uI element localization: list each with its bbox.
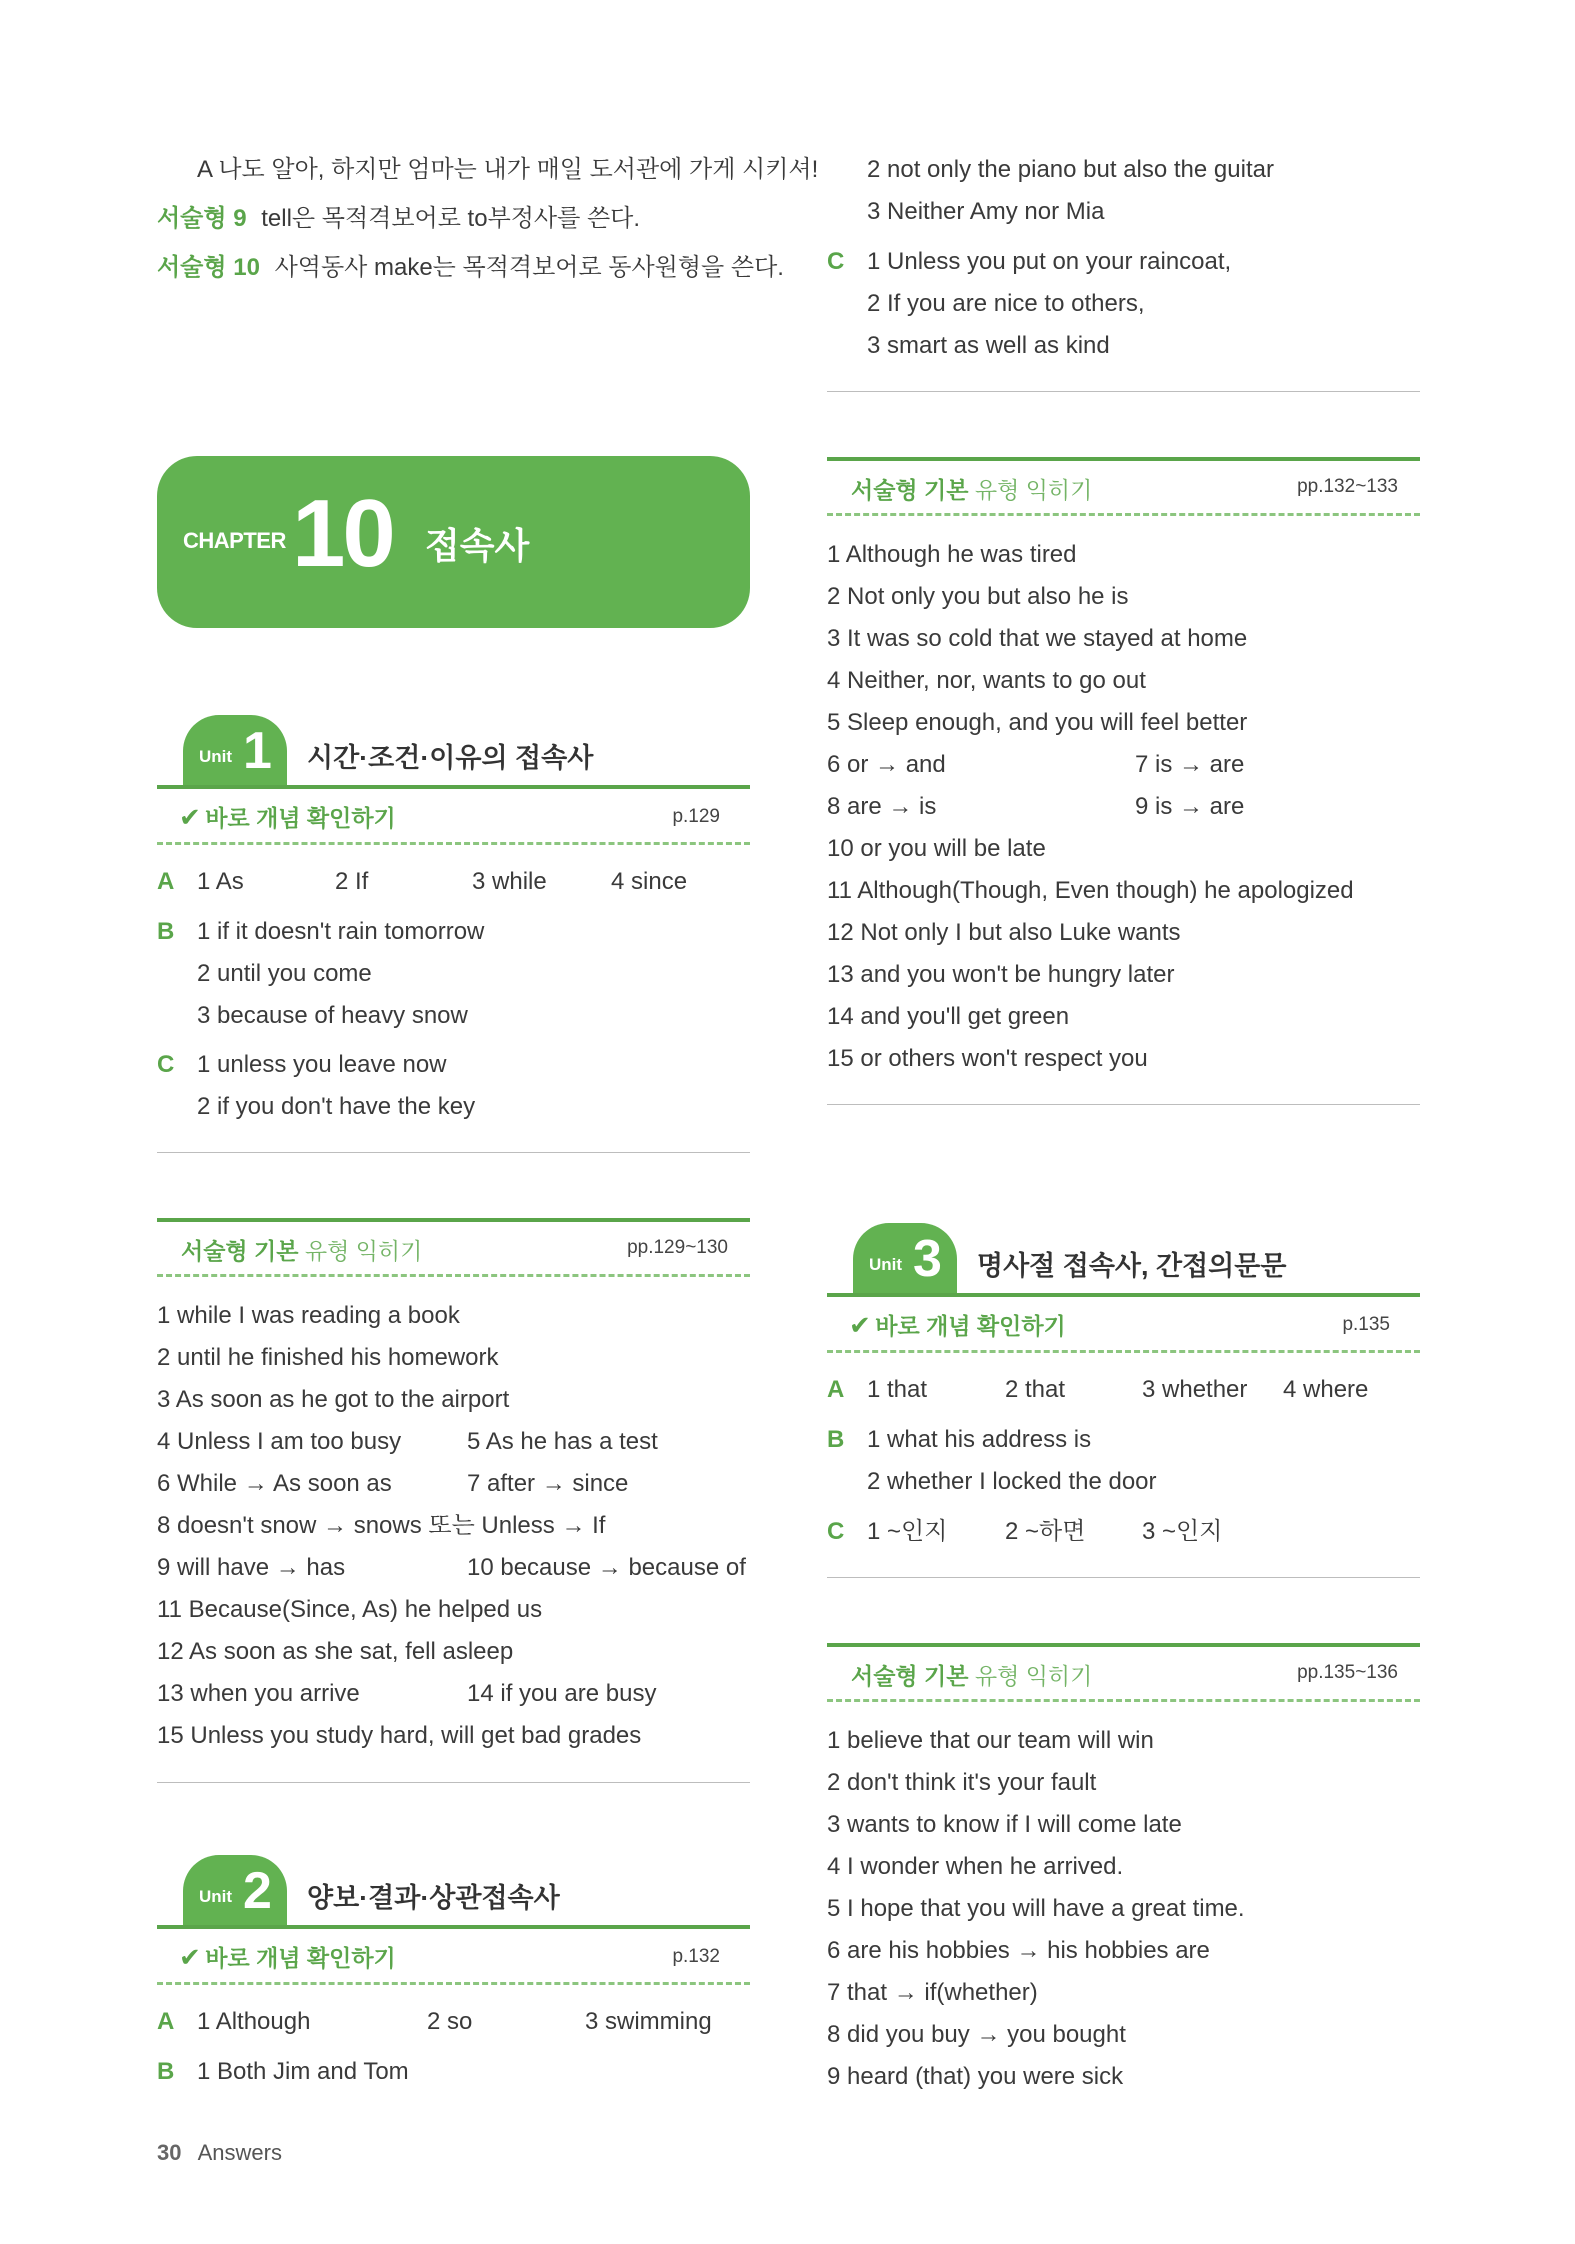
dashed-divider (827, 1699, 1420, 1702)
answer-item: 7 is → are (1135, 751, 1245, 778)
unit-number: 1 (243, 722, 272, 780)
unit-word: Unit (199, 1887, 233, 1906)
answer-item: 3 whether (1142, 1376, 1248, 1403)
answer-item: 2 until you come (197, 960, 372, 987)
answer-item: 3 As soon as he got to the airport (157, 1386, 510, 1413)
answer-item: 1 if it doesn't rain tomorrow (197, 918, 485, 945)
page-ref: pp.135~136 (1297, 1662, 1398, 1683)
check-icon: ✔ (179, 802, 201, 832)
divider (827, 1643, 1420, 1647)
check-icon: ✔ (179, 1942, 201, 1972)
answer-item: 12 Not only I but also Luke wants (827, 919, 1181, 946)
answer-item: 10 because → because of (467, 1554, 746, 1581)
answer-item: 3 ~인지 (1142, 1518, 1223, 1545)
answer-item: 1 As (197, 868, 244, 895)
concept-check-heading (179, 1940, 396, 1973)
answer-item: 4 where (1283, 1376, 1369, 1403)
answer-item: 14 if you are busy (467, 1680, 657, 1707)
answer-item: 2 until he finished his homework (157, 1344, 499, 1371)
page-ref: pp.132~133 (1297, 476, 1398, 497)
answer-item: 3 while (472, 868, 547, 895)
answer-item: 1 Both Jim and Tom (197, 2058, 409, 2085)
answer-label-a: A (157, 868, 175, 895)
answer-item: 13 when you arrive (157, 1680, 360, 1707)
answer-item: 1 that (867, 1376, 928, 1403)
unit-badge (853, 1223, 957, 1295)
answer-label-c: C (827, 1518, 845, 1545)
answer-item: 2 If you are nice to others, (867, 290, 1145, 317)
divider (827, 391, 1420, 392)
answer-item: 7 that → if(whether) (827, 1979, 1038, 2006)
answer-item: 3 smart as well as kind (867, 332, 1110, 359)
answer-label-b: B (157, 918, 175, 945)
answer-item: 3 It was so cold that we stayed at home (827, 625, 1248, 652)
answer-item: 11 Although(Though, Even though) he apologized (827, 877, 1354, 904)
answer-label-a: A (827, 1376, 845, 1403)
answer-label-c: C (157, 1051, 175, 1078)
text-line (157, 203, 640, 235)
label: 서술형 9 (157, 205, 247, 232)
answer-item: 6 or → and (827, 751, 946, 778)
answer-item: 1 Although (197, 2008, 311, 2035)
page-number: 30 (157, 2140, 182, 2165)
answer-label-b: B (827, 1426, 845, 1453)
section-title-main: 서술형 기본 (851, 1663, 969, 1689)
answer-label-c: C (827, 248, 845, 275)
text: tell은 목적격보어로 to부정사를 쓴다. (261, 205, 641, 232)
answer-label-b: B (157, 2058, 175, 2085)
answer-item: 12 As soon as she sat, fell asleep (157, 1638, 514, 1665)
unit-word: Unit (199, 747, 233, 766)
divider (827, 1104, 1420, 1105)
section-title-sub: 유형 익히기 (968, 477, 1093, 503)
section-title-sub: 유형 익히기 (968, 1663, 1093, 1689)
unit-number: 2 (243, 1862, 272, 1920)
answer-item: 8 doesn't snow → snows 또는 Unless → If (157, 1512, 606, 1539)
answer-item: 2 If (335, 868, 369, 895)
divider (157, 1152, 750, 1153)
answer-item: 9 will have → has (157, 1554, 346, 1581)
answer-item: 2 that (1005, 1376, 1066, 1403)
answer-item: 5 Sleep enough, and you will feel better (827, 709, 1248, 736)
concept-check-heading (179, 800, 396, 833)
answer-label-a: A (157, 2008, 175, 2035)
answer-item: 1 unless you leave now (197, 1051, 447, 1078)
answer-item: 4 Neither, nor, wants to go out (827, 667, 1146, 694)
dashed-divider (157, 1982, 750, 1985)
check-icon: ✔ (849, 1310, 871, 1340)
answer-item: 3 because of heavy snow (197, 1002, 468, 1029)
answer-item: 2 not only the piano but also the guitar (867, 156, 1274, 183)
answer-item: 11 Because(Since, As) he helped us (157, 1596, 543, 1623)
section-title-main: 서술형 기본 (181, 1238, 299, 1264)
answer-item: 14 and you'll get green (827, 1003, 1070, 1030)
answer-item: 4 Unless I am too busy (157, 1428, 402, 1455)
answer-item: 3 swimming (585, 2008, 712, 2035)
answer-item: 3 wants to know if I will come late (827, 1811, 1182, 1838)
answer-item: 1 Unless you put on your raincoat, (867, 248, 1232, 275)
answer-item: 1 while I was reading a book (157, 1302, 460, 1329)
concept-check-title: 바로 개념 확인하기 (875, 1313, 1066, 1339)
section-title-main: 서술형 기본 (851, 477, 969, 503)
dashed-divider (157, 842, 750, 845)
answer-item: 3 Neither Amy nor Mia (867, 198, 1105, 225)
section-title (851, 472, 1092, 505)
answer-item: 1 ~인지 (867, 1518, 948, 1545)
answer-item: 1 what his address is (867, 1426, 1092, 1453)
answer-item: 2 whether I locked the door (867, 1468, 1157, 1495)
unit-word: Unit (869, 1255, 903, 1274)
answer-item: 8 are → is (827, 793, 937, 820)
concept-check-title: 바로 개념 확인하기 (205, 805, 396, 831)
divider (157, 1218, 750, 1222)
chapter-number: 10 (292, 480, 393, 587)
chapter-banner (157, 456, 750, 628)
answer-item: 5 I hope that you will have a great time. (827, 1895, 1245, 1922)
answer-item: 4 I wonder when he arrived. (827, 1853, 1124, 1880)
answer-item: 4 since (611, 868, 688, 895)
answer-item: 2 Not only you but also he is (827, 583, 1129, 610)
dashed-divider (157, 1274, 750, 1277)
section-title-sub: 유형 익히기 (298, 1238, 423, 1264)
divider (827, 1577, 1420, 1578)
answer-item: 6 While → As soon as (157, 1470, 392, 1497)
dashed-divider (827, 513, 1420, 516)
dashed-divider (827, 1350, 1420, 1353)
unit-title: 시간·조건·이유의 접속사 (307, 743, 594, 773)
text: 사역동사 make는 목적격보어로 동사원형을 쓴다. (274, 254, 784, 281)
unit-title: 명사절 접속사, 간접의문문 (977, 1251, 1287, 1281)
label: 서술형 10 (157, 254, 260, 281)
chapter-label: CHAPTER (183, 528, 286, 553)
page-ref: p.129 (672, 806, 720, 827)
divider (827, 457, 1420, 461)
answer-item: 15 or others won't respect you (827, 1045, 1148, 1072)
answer-item: 10 or you will be late (827, 835, 1046, 862)
unit-badge (183, 1855, 287, 1927)
answer-item: 6 are his hobbies → his hobbies are (827, 1937, 1210, 1964)
answer-item: 2 don't think it's your fault (827, 1769, 1097, 1796)
answer-item: 9 heard (that) you were sick (827, 2063, 1124, 2090)
answer-item: 2 if you don't have the key (197, 1093, 476, 1120)
divider (157, 1782, 750, 1783)
unit-badge (183, 715, 287, 787)
answer-item: 5 As he has a test (467, 1428, 658, 1455)
unit-number: 3 (913, 1230, 942, 1288)
answer-item: 13 and you won't be hungry later (827, 961, 1175, 988)
page-ref: p.135 (1342, 1314, 1390, 1335)
page-ref: pp.129~130 (627, 1237, 728, 1258)
answer-item: 15 Unless you study hard, will get bad grades (157, 1722, 642, 1749)
answer-item: 9 is → are (1135, 793, 1245, 820)
answer-item: 2 ~하면 (1005, 1518, 1086, 1545)
unit-title: 양보·결과·상관접속사 (307, 1883, 560, 1913)
text-line: A 나도 알아, 하지만 엄마는 내가 매일 도서관에 가게 시키셔! (197, 156, 819, 183)
chapter-title: 접속사 (425, 525, 530, 566)
page-footer (157, 2140, 282, 2166)
concept-check-heading (849, 1308, 1066, 1341)
divider (157, 1925, 750, 1929)
section-title (181, 1233, 422, 1266)
divider (157, 785, 750, 789)
concept-check-title: 바로 개념 확인하기 (205, 1945, 396, 1971)
answer-item: 1 believe that our team will win (827, 1727, 1154, 1754)
answer-item: 2 so (427, 2008, 473, 2035)
text-line (157, 252, 784, 284)
divider (827, 1293, 1420, 1297)
answer-item: 8 did you buy → you bought (827, 2021, 1126, 2048)
section-title (851, 1658, 1092, 1691)
answer-item: 1 Although he was tired (827, 541, 1077, 568)
page-ref: p.132 (672, 1946, 720, 1967)
footer-label: Answers (197, 2140, 282, 2165)
answer-item: 7 after → since (467, 1470, 629, 1497)
